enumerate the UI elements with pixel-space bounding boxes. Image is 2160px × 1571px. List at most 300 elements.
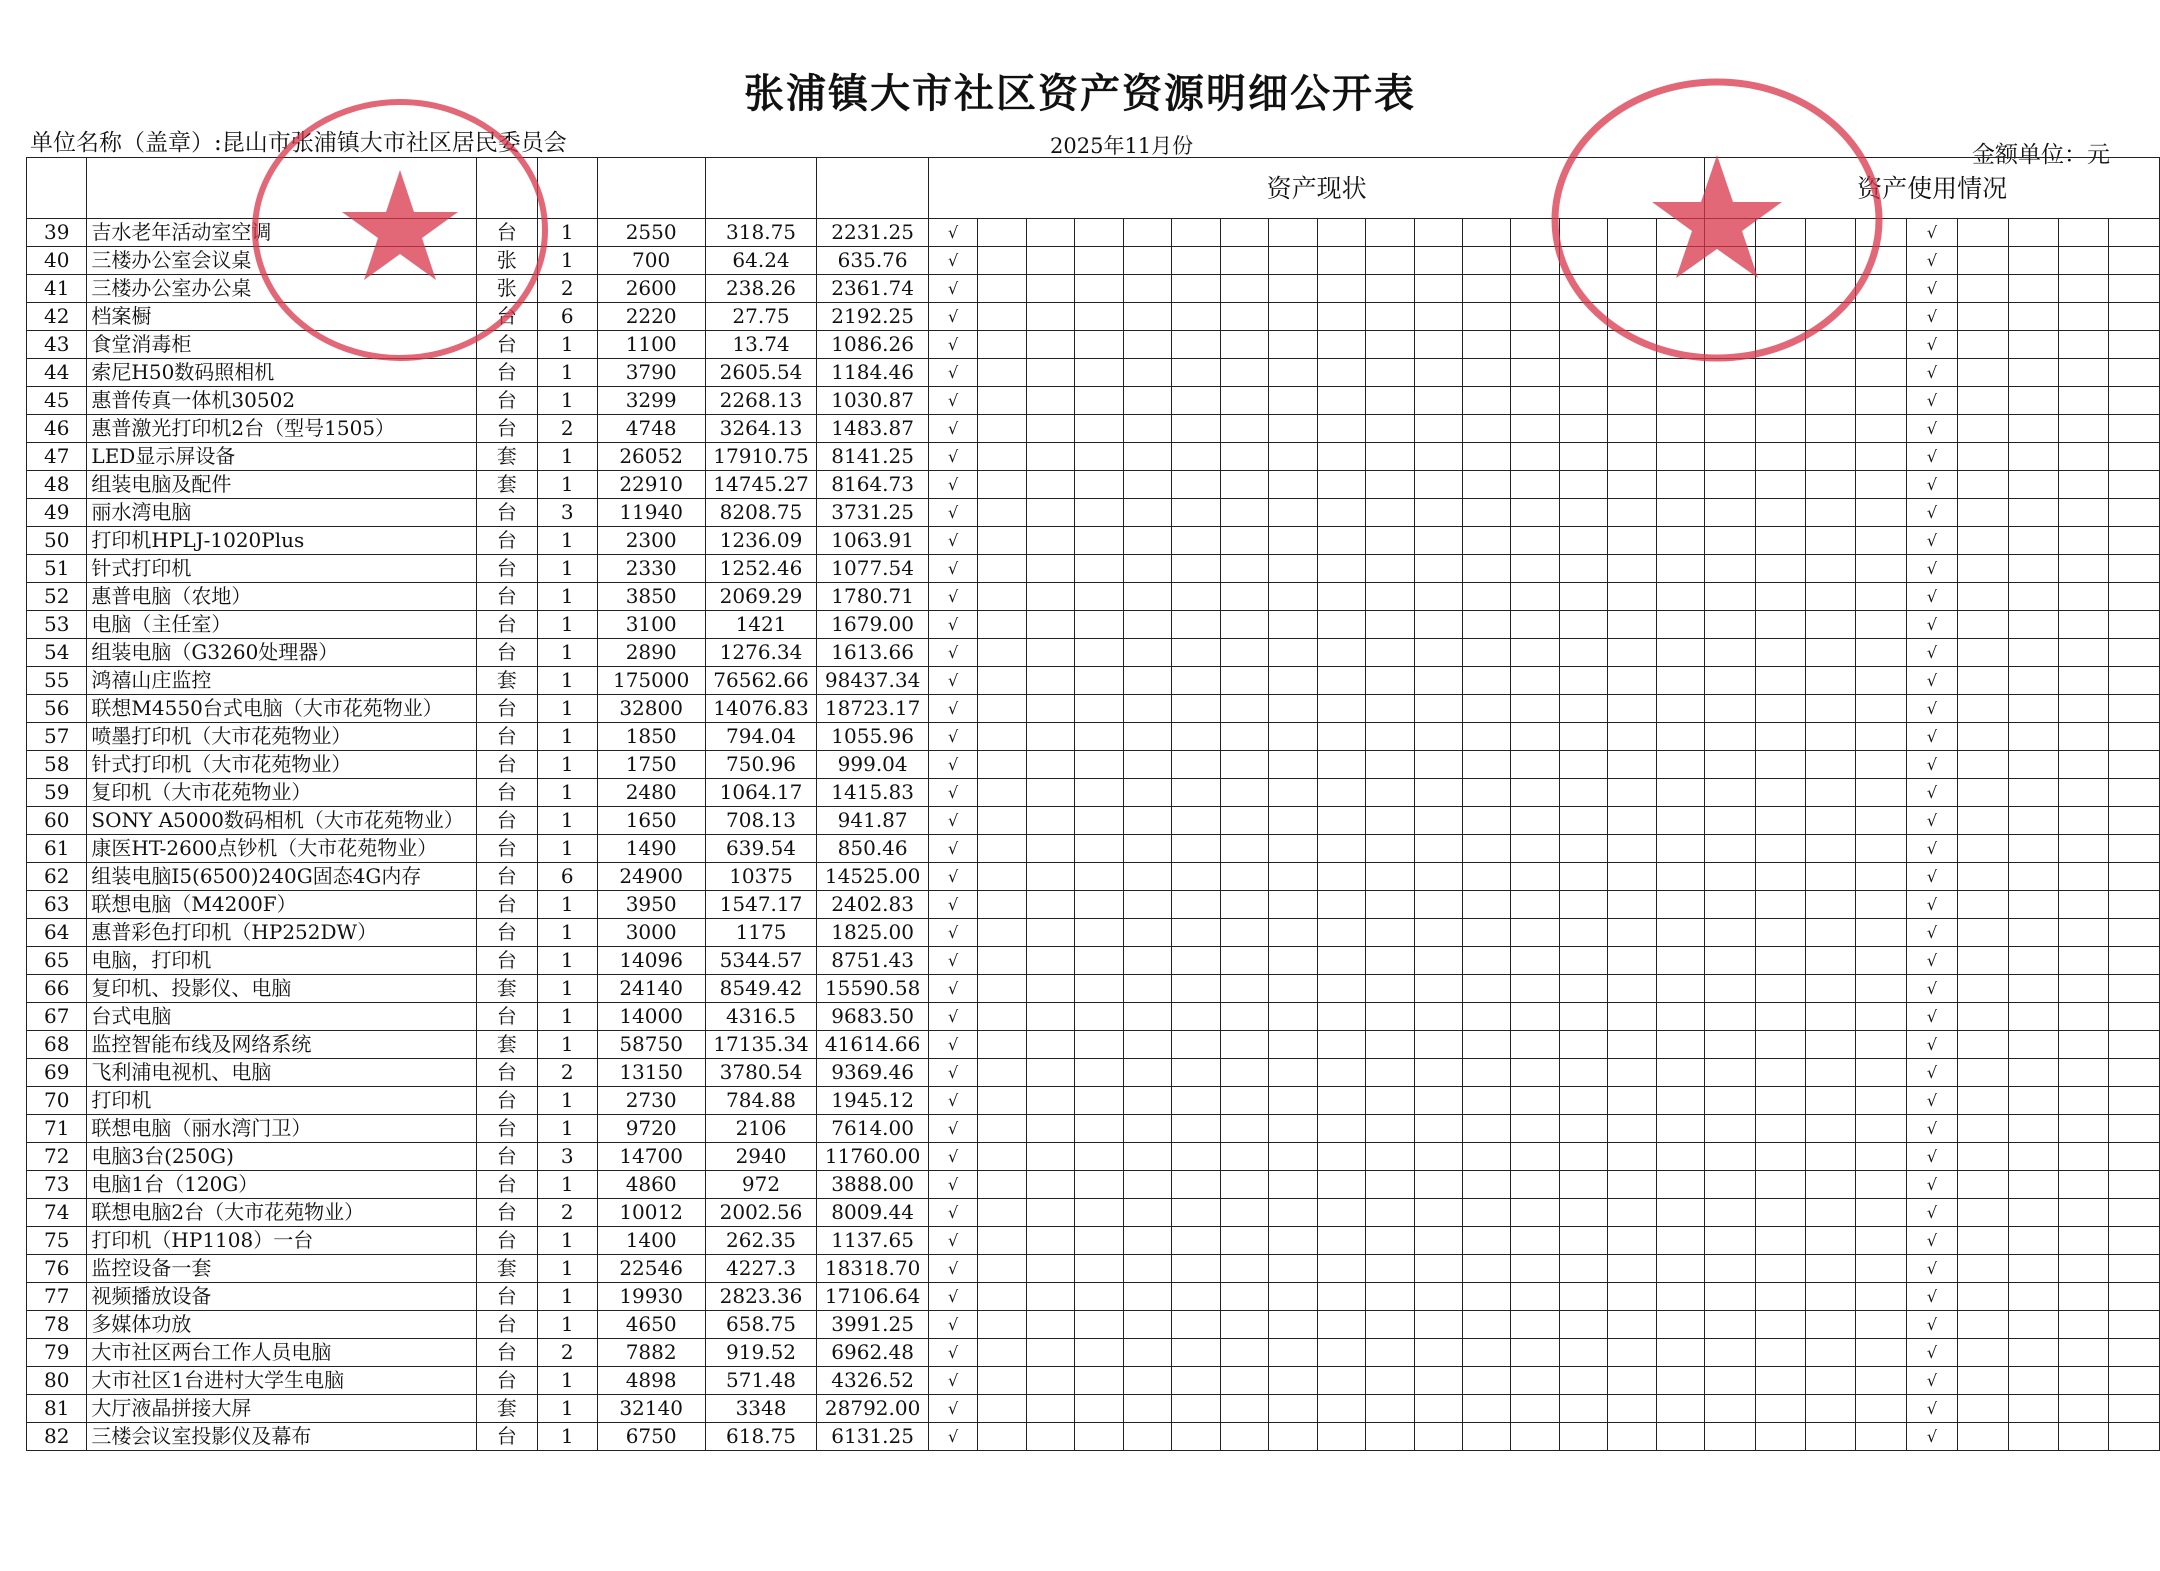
empty-cell bbox=[1172, 1087, 1220, 1115]
empty-cell bbox=[1220, 975, 1268, 1003]
empty-cell bbox=[1755, 919, 1805, 947]
empty-cell bbox=[1856, 1339, 1906, 1367]
empty-cell bbox=[978, 1395, 1026, 1423]
empty-cell bbox=[1366, 723, 1414, 751]
row-number: 53 bbox=[27, 611, 87, 639]
row-number: 74 bbox=[27, 1199, 87, 1227]
empty-cell bbox=[1172, 1395, 1220, 1423]
empty-cell bbox=[1705, 1031, 1755, 1059]
empty-cell bbox=[1559, 1143, 1607, 1171]
empty-cell bbox=[2109, 891, 2160, 919]
empty-cell bbox=[1317, 499, 1365, 527]
original-value: 3100 bbox=[597, 611, 705, 639]
table-row bbox=[27, 863, 2160, 891]
empty-cell bbox=[1075, 723, 1123, 751]
money-unit: 金额单位：元 bbox=[1972, 142, 2110, 168]
empty-cell bbox=[1559, 1283, 1607, 1311]
asset-unit: 台 bbox=[476, 751, 537, 779]
empty-cell bbox=[1269, 1283, 1317, 1311]
table-row bbox=[27, 807, 2160, 835]
empty-cell bbox=[1656, 1423, 1705, 1451]
empty-cell bbox=[1656, 835, 1705, 863]
empty-cell bbox=[1608, 443, 1656, 471]
empty-cell bbox=[1559, 835, 1607, 863]
original-value: 7882 bbox=[597, 1339, 705, 1367]
empty-cell bbox=[1511, 219, 1559, 247]
empty-cell bbox=[1559, 359, 1607, 387]
empty-cell bbox=[2008, 863, 2058, 891]
empty-cell bbox=[1958, 723, 2008, 751]
row-number: 62 bbox=[27, 863, 87, 891]
empty-cell bbox=[1608, 359, 1656, 387]
empty-cell bbox=[1026, 779, 1074, 807]
empty-cell bbox=[1220, 359, 1268, 387]
empty-cell bbox=[1414, 723, 1462, 751]
asset-unit: 台 bbox=[476, 1115, 537, 1143]
empty-cell bbox=[1462, 1059, 1510, 1087]
empty-cell bbox=[1806, 1311, 1856, 1339]
empty-cell bbox=[1755, 583, 1805, 611]
empty-cell bbox=[1220, 583, 1268, 611]
empty-cell bbox=[1806, 1339, 1856, 1367]
empty-cell bbox=[1559, 303, 1607, 331]
asset-quantity: 1 bbox=[537, 443, 597, 471]
status-check-mark: √ bbox=[928, 891, 977, 919]
empty-cell bbox=[1462, 639, 1510, 667]
row-number: 81 bbox=[27, 1395, 87, 1423]
empty-cell bbox=[1123, 247, 1171, 275]
empty-cell bbox=[978, 443, 1026, 471]
usage-check-mark: √ bbox=[1906, 387, 1958, 415]
empty-cell bbox=[2109, 359, 2160, 387]
empty-cell bbox=[1608, 471, 1656, 499]
empty-cell bbox=[1705, 779, 1755, 807]
empty-cell bbox=[1462, 1171, 1510, 1199]
empty-cell bbox=[1856, 247, 1906, 275]
empty-cell bbox=[1414, 1367, 1462, 1395]
empty-cell bbox=[1755, 1367, 1805, 1395]
empty-cell bbox=[1559, 807, 1607, 835]
asset-quantity: 1 bbox=[537, 1311, 597, 1339]
original-value: 3950 bbox=[597, 891, 705, 919]
empty-cell bbox=[1269, 499, 1317, 527]
empty-cell bbox=[1075, 863, 1123, 891]
asset-name: 惠普传真一体机30502 bbox=[87, 387, 476, 415]
empty-cell bbox=[1656, 359, 1705, 387]
empty-cell bbox=[1366, 863, 1414, 891]
empty-cell bbox=[1755, 1283, 1805, 1311]
asset-unit: 台 bbox=[476, 947, 537, 975]
status-check-mark: √ bbox=[928, 415, 977, 443]
depreciation-value: 13.74 bbox=[705, 331, 817, 359]
empty-cell bbox=[1269, 555, 1317, 583]
empty-cell bbox=[1366, 835, 1414, 863]
empty-cell bbox=[1462, 1143, 1510, 1171]
empty-cell bbox=[1075, 807, 1123, 835]
asset-name: 打印机（HP1108）一台 bbox=[87, 1227, 476, 1255]
empty-cell bbox=[1220, 415, 1268, 443]
asset-quantity: 2 bbox=[537, 415, 597, 443]
net-value: 1613.66 bbox=[817, 639, 929, 667]
empty-cell bbox=[1656, 219, 1705, 247]
empty-cell bbox=[1856, 723, 1906, 751]
empty-cell bbox=[2109, 1199, 2160, 1227]
empty-cell bbox=[1172, 807, 1220, 835]
empty-cell bbox=[1075, 1003, 1123, 1031]
empty-cell bbox=[2059, 275, 2109, 303]
empty-cell bbox=[1366, 471, 1414, 499]
empty-cell bbox=[1958, 415, 2008, 443]
empty-cell bbox=[1317, 1199, 1365, 1227]
empty-cell bbox=[978, 1059, 1026, 1087]
usage-check-mark: √ bbox=[1906, 751, 1958, 779]
empty-cell bbox=[1414, 583, 1462, 611]
empty-cell bbox=[1317, 1283, 1365, 1311]
empty-cell bbox=[1958, 1003, 2008, 1031]
empty-cell bbox=[1559, 1087, 1607, 1115]
empty-cell bbox=[1220, 1059, 1268, 1087]
empty-cell bbox=[1075, 359, 1123, 387]
empty-cell bbox=[1172, 415, 1220, 443]
empty-cell bbox=[1856, 527, 1906, 555]
empty-cell bbox=[978, 1143, 1026, 1171]
empty-cell bbox=[1608, 219, 1656, 247]
asset-name: 视频播放设备 bbox=[87, 1283, 476, 1311]
empty-cell bbox=[2008, 1423, 2058, 1451]
empty-cell bbox=[1123, 695, 1171, 723]
empty-cell bbox=[1269, 583, 1317, 611]
empty-cell bbox=[1511, 1283, 1559, 1311]
net-value: 999.04 bbox=[817, 751, 929, 779]
empty-cell bbox=[1172, 527, 1220, 555]
empty-cell bbox=[1806, 219, 1856, 247]
empty-cell bbox=[1026, 1115, 1074, 1143]
empty-cell bbox=[1269, 1059, 1317, 1087]
asset-quantity: 1 bbox=[537, 1423, 597, 1451]
empty-cell bbox=[1856, 387, 1906, 415]
empty-cell bbox=[1220, 555, 1268, 583]
empty-cell bbox=[2059, 1115, 2109, 1143]
asset-name: 档案橱 bbox=[87, 303, 476, 331]
empty-cell bbox=[1026, 387, 1074, 415]
row-number: 39 bbox=[27, 219, 87, 247]
asset-unit: 台 bbox=[476, 499, 537, 527]
empty-cell bbox=[1755, 1059, 1805, 1087]
empty-cell bbox=[1806, 639, 1856, 667]
empty-cell bbox=[1220, 1143, 1268, 1171]
usage-check-mark: √ bbox=[1906, 695, 1958, 723]
depreciation-value: 4316.5 bbox=[705, 1003, 817, 1031]
asset-unit: 套 bbox=[476, 443, 537, 471]
empty-cell bbox=[1123, 1395, 1171, 1423]
empty-cell bbox=[1075, 919, 1123, 947]
empty-cell bbox=[1755, 611, 1805, 639]
asset-quantity: 1 bbox=[537, 219, 597, 247]
empty-cell bbox=[978, 667, 1026, 695]
asset-quantity: 6 bbox=[537, 303, 597, 331]
empty-cell bbox=[1123, 1283, 1171, 1311]
status-check-mark: √ bbox=[928, 443, 977, 471]
original-value: 14000 bbox=[597, 1003, 705, 1031]
empty-cell bbox=[1123, 275, 1171, 303]
empty-cell bbox=[1856, 415, 1906, 443]
empty-cell bbox=[1856, 1367, 1906, 1395]
empty-cell bbox=[1026, 219, 1074, 247]
empty-cell bbox=[1656, 891, 1705, 919]
empty-cell bbox=[1172, 1031, 1220, 1059]
empty-cell bbox=[1656, 667, 1705, 695]
empty-cell bbox=[1958, 1171, 2008, 1199]
empty-cell bbox=[1414, 1283, 1462, 1311]
row-number: 45 bbox=[27, 387, 87, 415]
row-number: 43 bbox=[27, 331, 87, 359]
empty-cell bbox=[1269, 1227, 1317, 1255]
empty-cell bbox=[1958, 471, 2008, 499]
empty-cell bbox=[1608, 835, 1656, 863]
empty-cell bbox=[1656, 1003, 1705, 1031]
empty-cell bbox=[1366, 1087, 1414, 1115]
empty-cell bbox=[1317, 1367, 1365, 1395]
empty-cell bbox=[1755, 275, 1805, 303]
empty-cell bbox=[1705, 723, 1755, 751]
asset-quantity: 1 bbox=[537, 331, 597, 359]
empty-cell bbox=[1958, 919, 2008, 947]
asset-quantity: 1 bbox=[537, 835, 597, 863]
empty-cell bbox=[2008, 779, 2058, 807]
empty-cell bbox=[1856, 1059, 1906, 1087]
usage-check-mark: √ bbox=[1906, 583, 1958, 611]
asset-unit: 台 bbox=[476, 807, 537, 835]
empty-cell bbox=[1414, 219, 1462, 247]
empty-cell bbox=[1414, 247, 1462, 275]
empty-cell bbox=[1608, 1283, 1656, 1311]
empty-cell bbox=[1705, 1143, 1755, 1171]
net-value: 8751.43 bbox=[817, 947, 929, 975]
usage-check-mark: √ bbox=[1906, 863, 1958, 891]
empty-cell bbox=[1123, 499, 1171, 527]
status-check-mark: √ bbox=[928, 863, 977, 891]
empty-cell bbox=[2008, 639, 2058, 667]
empty-cell bbox=[1511, 1087, 1559, 1115]
empty-cell bbox=[2059, 1423, 2109, 1451]
empty-cell bbox=[1414, 331, 1462, 359]
asset-unit: 台 bbox=[476, 695, 537, 723]
empty-cell bbox=[1026, 1367, 1074, 1395]
empty-cell bbox=[1559, 891, 1607, 919]
empty-cell bbox=[2109, 807, 2160, 835]
empty-cell bbox=[1317, 1059, 1365, 1087]
status-check-mark: √ bbox=[928, 1087, 977, 1115]
empty-cell bbox=[1511, 919, 1559, 947]
empty-cell bbox=[1705, 1367, 1755, 1395]
table-row bbox=[27, 695, 2160, 723]
empty-cell bbox=[978, 1199, 1026, 1227]
empty-cell bbox=[1075, 247, 1123, 275]
empty-cell bbox=[1026, 1171, 1074, 1199]
empty-cell bbox=[2008, 1339, 2058, 1367]
empty-cell bbox=[1317, 303, 1365, 331]
asset-quantity: 1 bbox=[537, 779, 597, 807]
empty-cell bbox=[1856, 611, 1906, 639]
empty-cell bbox=[1608, 331, 1656, 359]
empty-cell bbox=[2059, 807, 2109, 835]
empty-cell bbox=[1366, 1423, 1414, 1451]
empty-cell bbox=[1220, 1255, 1268, 1283]
empty-cell bbox=[1462, 387, 1510, 415]
empty-cell bbox=[1220, 611, 1268, 639]
row-number: 52 bbox=[27, 583, 87, 611]
empty-cell bbox=[1755, 415, 1805, 443]
net-value: 1077.54 bbox=[817, 555, 929, 583]
status-check-mark: √ bbox=[928, 1367, 977, 1395]
empty-cell bbox=[1559, 947, 1607, 975]
status-check-mark: √ bbox=[928, 583, 977, 611]
row-number: 54 bbox=[27, 639, 87, 667]
original-value: 2890 bbox=[597, 639, 705, 667]
usage-check-mark: √ bbox=[1906, 555, 1958, 583]
empty-cell bbox=[1656, 443, 1705, 471]
empty-cell bbox=[2008, 751, 2058, 779]
depreciation-value: 2823.36 bbox=[705, 1283, 817, 1311]
empty-cell bbox=[1656, 1311, 1705, 1339]
empty-cell bbox=[1462, 891, 1510, 919]
empty-cell bbox=[2059, 1255, 2109, 1283]
empty-cell bbox=[1026, 275, 1074, 303]
empty-cell bbox=[1656, 1171, 1705, 1199]
depreciation-value: 14076.83 bbox=[705, 695, 817, 723]
empty-cell bbox=[1559, 1367, 1607, 1395]
empty-cell bbox=[1026, 1423, 1074, 1451]
empty-cell bbox=[1414, 639, 1462, 667]
empty-cell bbox=[1075, 639, 1123, 667]
asset-unit: 台 bbox=[476, 919, 537, 947]
empty-cell bbox=[1366, 303, 1414, 331]
empty-cell bbox=[1608, 303, 1656, 331]
depreciation-value: 708.13 bbox=[705, 807, 817, 835]
usage-check-mark: √ bbox=[1906, 331, 1958, 359]
empty-cell bbox=[1462, 779, 1510, 807]
empty-cell bbox=[2059, 443, 2109, 471]
empty-cell bbox=[1608, 1227, 1656, 1255]
empty-cell bbox=[1123, 1115, 1171, 1143]
empty-cell bbox=[2008, 331, 2058, 359]
empty-cell bbox=[1414, 1227, 1462, 1255]
depreciation-value: 1252.46 bbox=[705, 555, 817, 583]
empty-cell bbox=[1856, 1143, 1906, 1171]
empty-cell bbox=[1856, 891, 1906, 919]
asset-name: 大市社区1台进村大学生电脑 bbox=[87, 1367, 476, 1395]
table-row bbox=[27, 471, 2160, 499]
empty-cell bbox=[1269, 1087, 1317, 1115]
empty-cell bbox=[1366, 639, 1414, 667]
empty-cell bbox=[1075, 779, 1123, 807]
asset-unit: 台 bbox=[476, 1283, 537, 1311]
status-check-mark: √ bbox=[928, 527, 977, 555]
empty-cell bbox=[1123, 443, 1171, 471]
empty-cell bbox=[1317, 975, 1365, 1003]
net-value: 14525.00 bbox=[817, 863, 929, 891]
status-check-mark: √ bbox=[928, 359, 977, 387]
empty-cell bbox=[1123, 1171, 1171, 1199]
empty-cell bbox=[1856, 443, 1906, 471]
usage-check-mark: √ bbox=[1906, 1115, 1958, 1143]
empty-cell bbox=[1559, 779, 1607, 807]
empty-cell bbox=[1075, 331, 1123, 359]
empty-cell bbox=[1414, 555, 1462, 583]
table-row bbox=[27, 1423, 2160, 1451]
net-value: 2361.74 bbox=[817, 275, 929, 303]
empty-cell bbox=[1656, 583, 1705, 611]
asset-unit: 台 bbox=[476, 779, 537, 807]
empty-cell bbox=[1026, 1339, 1074, 1367]
empty-cell bbox=[1317, 947, 1365, 975]
empty-cell bbox=[1958, 1339, 2008, 1367]
asset-unit: 台 bbox=[476, 1339, 537, 1367]
empty-cell bbox=[1172, 835, 1220, 863]
empty-cell bbox=[1123, 415, 1171, 443]
empty-cell bbox=[1511, 639, 1559, 667]
empty-cell bbox=[1705, 1255, 1755, 1283]
row-number: 49 bbox=[27, 499, 87, 527]
asset-quantity: 1 bbox=[537, 1367, 597, 1395]
empty-cell bbox=[2059, 499, 2109, 527]
empty-cell bbox=[1608, 1143, 1656, 1171]
empty-cell bbox=[1755, 779, 1805, 807]
empty-cell bbox=[1220, 219, 1268, 247]
empty-cell bbox=[1075, 1227, 1123, 1255]
empty-cell bbox=[1269, 331, 1317, 359]
empty-cell bbox=[1462, 415, 1510, 443]
asset-unit: 台 bbox=[476, 1367, 537, 1395]
empty-cell bbox=[1559, 1115, 1607, 1143]
asset-unit: 台 bbox=[476, 555, 537, 583]
empty-cell bbox=[978, 1311, 1026, 1339]
empty-cell bbox=[1462, 471, 1510, 499]
empty-cell bbox=[1705, 1283, 1755, 1311]
empty-cell bbox=[1856, 359, 1906, 387]
table-row bbox=[27, 1255, 2160, 1283]
usage-check-mark: √ bbox=[1906, 219, 1958, 247]
table-row bbox=[27, 1367, 2160, 1395]
empty-cell bbox=[1123, 1367, 1171, 1395]
empty-cell bbox=[1123, 1339, 1171, 1367]
usage-check-mark: √ bbox=[1906, 415, 1958, 443]
empty-cell bbox=[1317, 1395, 1365, 1423]
empty-cell bbox=[1559, 667, 1607, 695]
asset-unit: 台 bbox=[476, 1087, 537, 1115]
empty-cell bbox=[2109, 751, 2160, 779]
asset-unit: 台 bbox=[476, 891, 537, 919]
header-cell bbox=[705, 158, 817, 219]
empty-cell bbox=[2109, 1255, 2160, 1283]
empty-cell bbox=[1172, 1003, 1220, 1031]
empty-cell bbox=[2008, 247, 2058, 275]
empty-cell bbox=[1462, 1367, 1510, 1395]
original-value: 1750 bbox=[597, 751, 705, 779]
net-value: 3991.25 bbox=[817, 1311, 929, 1339]
original-value: 2300 bbox=[597, 527, 705, 555]
row-number: 40 bbox=[27, 247, 87, 275]
usage-check-mark: √ bbox=[1906, 471, 1958, 499]
empty-cell bbox=[1317, 835, 1365, 863]
empty-cell bbox=[1462, 1311, 1510, 1339]
row-number: 76 bbox=[27, 1255, 87, 1283]
empty-cell bbox=[1075, 1423, 1123, 1451]
table-row bbox=[27, 219, 2160, 247]
empty-cell bbox=[1608, 1423, 1656, 1451]
empty-cell bbox=[1414, 919, 1462, 947]
empty-cell bbox=[2059, 1227, 2109, 1255]
